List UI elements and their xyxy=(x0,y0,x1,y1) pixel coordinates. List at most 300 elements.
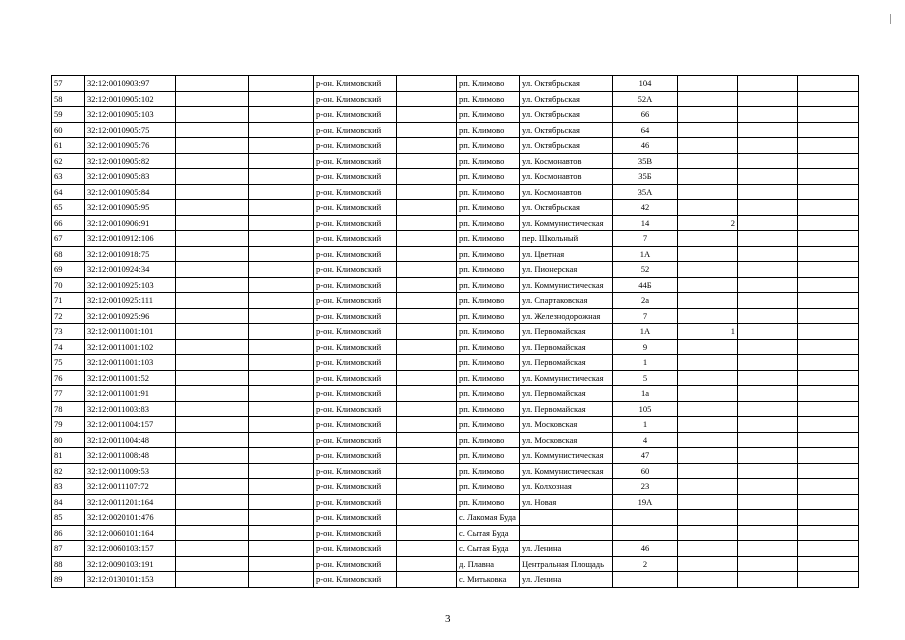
settlement-cell: рп. Климово xyxy=(457,138,520,154)
empty-cell xyxy=(397,525,457,541)
row-number: 81 xyxy=(52,448,85,464)
empty-cell xyxy=(798,541,859,557)
street-cell: ул. Октябрьская xyxy=(520,91,613,107)
district-cell: р-он. Климовский xyxy=(314,153,397,169)
house-cell: 1 xyxy=(613,417,678,433)
extra-cell xyxy=(678,184,738,200)
empty-cell xyxy=(397,417,457,433)
house-cell: 2а xyxy=(613,293,678,309)
empty-cell xyxy=(397,370,457,386)
table-row xyxy=(52,355,859,371)
district-cell: р-он. Климовский xyxy=(314,386,397,402)
empty-cell xyxy=(397,200,457,216)
row-number: 88 xyxy=(52,556,85,572)
table-row xyxy=(52,246,859,262)
settlement-cell: рп. Климово xyxy=(457,169,520,185)
empty-cell xyxy=(249,355,314,371)
cadastral-number: 32:12:0060101:164 xyxy=(85,525,176,541)
cadastral-number: 32:12:0010905:83 xyxy=(85,169,176,185)
table-row xyxy=(52,339,859,355)
street-cell: ул. Коммунистическая xyxy=(520,370,613,386)
cadastral-number: 32:12:0011201:164 xyxy=(85,494,176,510)
settlement-cell: рп. Климово xyxy=(457,215,520,231)
empty-cell xyxy=(798,494,859,510)
cadastral-number: 32:12:0060103:157 xyxy=(85,541,176,557)
district-cell: р-он. Климовский xyxy=(314,401,397,417)
empty-cell xyxy=(798,169,859,185)
extra-cell xyxy=(678,572,738,588)
house-cell: 60 xyxy=(613,463,678,479)
empty-cell xyxy=(249,448,314,464)
district-cell: р-он. Климовский xyxy=(314,91,397,107)
row-number: 63 xyxy=(52,169,85,185)
street-cell: ул. Новая xyxy=(520,494,613,510)
cadastral-number: 32:12:0011001:52 xyxy=(85,370,176,386)
table-row xyxy=(52,494,859,510)
street-cell: пер. Школьный xyxy=(520,231,613,247)
street-cell: ул. Коммунистическая xyxy=(520,463,613,479)
empty-cell xyxy=(249,138,314,154)
house-cell: 2 xyxy=(613,556,678,572)
empty-cell xyxy=(176,153,249,169)
empty-cell xyxy=(249,479,314,495)
empty-cell xyxy=(176,556,249,572)
table-row xyxy=(52,169,859,185)
cadastral-number: 32:12:0130101:153 xyxy=(85,572,176,588)
empty-cell xyxy=(249,107,314,123)
street-cell: ул. Октябрьская xyxy=(520,107,613,123)
row-number: 83 xyxy=(52,479,85,495)
street-cell: ул. Первомайская xyxy=(520,339,613,355)
empty-cell xyxy=(176,494,249,510)
empty-cell xyxy=(798,386,859,402)
street-cell: ул. Октябрьская xyxy=(520,76,613,92)
district-cell: р-он. Климовский xyxy=(314,355,397,371)
empty-cell xyxy=(176,401,249,417)
empty-cell xyxy=(249,494,314,510)
cadastral-number: 32:12:0090103:191 xyxy=(85,556,176,572)
district-cell: р-он. Климовский xyxy=(314,572,397,588)
empty-cell xyxy=(249,339,314,355)
street-cell: ул. Коммунистическая xyxy=(520,277,613,293)
empty-cell xyxy=(397,107,457,123)
row-number: 75 xyxy=(52,355,85,371)
table-row xyxy=(52,138,859,154)
cadastral-number: 32:12:0011004:157 xyxy=(85,417,176,433)
empty-cell xyxy=(176,184,249,200)
cadastral-number: 32:12:0010903:97 xyxy=(85,76,176,92)
table-row xyxy=(52,277,859,293)
empty-cell xyxy=(397,76,457,92)
table-row xyxy=(52,448,859,464)
empty-cell xyxy=(176,355,249,371)
row-number: 65 xyxy=(52,200,85,216)
district-cell: р-он. Климовский xyxy=(314,107,397,123)
cadastral-number: 32:12:0011001:101 xyxy=(85,324,176,340)
empty-cell xyxy=(738,138,798,154)
empty-cell xyxy=(738,153,798,169)
house-cell xyxy=(613,525,678,541)
empty-cell xyxy=(249,417,314,433)
empty-cell xyxy=(738,370,798,386)
street-cell: ул. Колхозная xyxy=(520,479,613,495)
empty-cell xyxy=(397,324,457,340)
extra-cell xyxy=(678,339,738,355)
table-row xyxy=(52,463,859,479)
street-cell: ул. Коммунистическая xyxy=(520,215,613,231)
row-number: 80 xyxy=(52,432,85,448)
empty-cell xyxy=(798,556,859,572)
row-number: 77 xyxy=(52,386,85,402)
settlement-cell: рп. Климово xyxy=(457,324,520,340)
row-number: 69 xyxy=(52,262,85,278)
extra-cell xyxy=(678,200,738,216)
empty-cell xyxy=(249,324,314,340)
empty-cell xyxy=(397,169,457,185)
district-cell: р-он. Климовский xyxy=(314,76,397,92)
empty-cell xyxy=(397,293,457,309)
empty-cell xyxy=(798,231,859,247)
empty-cell xyxy=(798,510,859,526)
register-table-body xyxy=(52,76,859,588)
empty-cell xyxy=(738,556,798,572)
settlement-cell: рп. Климово xyxy=(457,308,520,324)
street-cell: Центральная Площадь xyxy=(520,556,613,572)
empty-cell xyxy=(798,184,859,200)
empty-cell xyxy=(798,246,859,262)
empty-cell xyxy=(798,293,859,309)
house-cell: 105 xyxy=(613,401,678,417)
district-cell: р-он. Климовский xyxy=(314,324,397,340)
house-cell: 4 xyxy=(613,432,678,448)
empty-cell xyxy=(176,215,249,231)
street-cell: ул. Московская xyxy=(520,417,613,433)
house-cell: 46 xyxy=(613,541,678,557)
cadastral-number: 32:12:0020101:476 xyxy=(85,510,176,526)
table-row xyxy=(52,293,859,309)
empty-cell xyxy=(397,184,457,200)
street-cell: ул. Первомайская xyxy=(520,386,613,402)
table-row xyxy=(52,231,859,247)
empty-cell xyxy=(249,91,314,107)
empty-cell xyxy=(397,448,457,464)
street-cell: ул. Московская xyxy=(520,432,613,448)
district-cell: р-он. Климовский xyxy=(314,138,397,154)
empty-cell xyxy=(397,556,457,572)
table-row xyxy=(52,76,859,92)
house-cell: 46 xyxy=(613,138,678,154)
street-cell: ул. Космонавтов xyxy=(520,169,613,185)
empty-cell xyxy=(249,153,314,169)
house-cell: 14 xyxy=(613,215,678,231)
empty-cell xyxy=(176,169,249,185)
table-row xyxy=(52,479,859,495)
house-cell: 52А xyxy=(613,91,678,107)
empty-cell xyxy=(176,200,249,216)
house-cell: 19А xyxy=(613,494,678,510)
cadastral-number: 32:12:0010925:111 xyxy=(85,293,176,309)
row-number: 57 xyxy=(52,76,85,92)
empty-cell xyxy=(738,324,798,340)
table-row xyxy=(52,91,859,107)
table-row xyxy=(52,122,859,138)
row-number: 76 xyxy=(52,370,85,386)
cadastral-number: 32:12:0011009:53 xyxy=(85,463,176,479)
empty-cell xyxy=(397,246,457,262)
empty-cell xyxy=(397,541,457,557)
extra-cell xyxy=(678,169,738,185)
empty-cell xyxy=(249,401,314,417)
empty-cell xyxy=(738,215,798,231)
extra-cell xyxy=(678,153,738,169)
empty-cell xyxy=(249,231,314,247)
empty-cell xyxy=(738,417,798,433)
table-row xyxy=(52,370,859,386)
settlement-cell: рп. Климово xyxy=(457,386,520,402)
empty-cell xyxy=(738,231,798,247)
empty-cell xyxy=(397,277,457,293)
empty-cell xyxy=(176,386,249,402)
empty-cell xyxy=(397,138,457,154)
empty-cell xyxy=(798,200,859,216)
table-row xyxy=(52,262,859,278)
extra-cell xyxy=(678,308,738,324)
empty-cell xyxy=(738,308,798,324)
settlement-cell: рп. Климово xyxy=(457,417,520,433)
house-cell: 1 xyxy=(613,355,678,371)
table-row xyxy=(52,215,859,231)
empty-cell xyxy=(397,386,457,402)
empty-cell xyxy=(249,184,314,200)
empty-cell xyxy=(798,417,859,433)
empty-cell xyxy=(798,76,859,92)
empty-cell xyxy=(397,308,457,324)
district-cell: р-он. Климовский xyxy=(314,479,397,495)
house-cell: 104 xyxy=(613,76,678,92)
cadastral-number: 32:12:0011001:103 xyxy=(85,355,176,371)
cadastral-number: 32:12:0010924:34 xyxy=(85,262,176,278)
empty-cell xyxy=(176,262,249,278)
empty-cell xyxy=(249,370,314,386)
empty-cell xyxy=(397,91,457,107)
empty-cell xyxy=(249,525,314,541)
empty-cell xyxy=(397,153,457,169)
empty-cell xyxy=(738,169,798,185)
empty-cell xyxy=(176,246,249,262)
empty-cell xyxy=(176,370,249,386)
house-cell xyxy=(613,572,678,588)
table-row xyxy=(52,556,859,572)
empty-cell xyxy=(249,122,314,138)
district-cell: р-он. Климовский xyxy=(314,432,397,448)
street-cell: ул. Первомайская xyxy=(520,324,613,340)
extra-cell xyxy=(678,246,738,262)
cadastral-number: 32:12:0010905:102 xyxy=(85,91,176,107)
table-row xyxy=(52,432,859,448)
empty-cell xyxy=(738,293,798,309)
empty-cell xyxy=(397,572,457,588)
house-cell: 66 xyxy=(613,107,678,123)
extra-cell: 1 xyxy=(678,324,738,340)
cadastral-number: 32:12:0010905:95 xyxy=(85,200,176,216)
street-cell: ул. Спартаковская xyxy=(520,293,613,309)
district-cell: р-он. Климовский xyxy=(314,541,397,557)
street-cell: ул. Первомайская xyxy=(520,355,613,371)
empty-cell xyxy=(397,215,457,231)
empty-cell xyxy=(397,432,457,448)
empty-cell xyxy=(738,355,798,371)
empty-cell xyxy=(249,541,314,557)
table-row xyxy=(52,153,859,169)
settlement-cell: с. Сытая Буда xyxy=(457,525,520,541)
district-cell: р-он. Климовский xyxy=(314,525,397,541)
house-cell: 1А xyxy=(613,324,678,340)
street-cell xyxy=(520,510,613,526)
empty-cell xyxy=(738,122,798,138)
extra-cell xyxy=(678,138,738,154)
empty-cell xyxy=(738,432,798,448)
cadastral-number: 32:12:0010918:75 xyxy=(85,246,176,262)
cadastral-number: 32:12:0010905:75 xyxy=(85,122,176,138)
empty-cell xyxy=(738,76,798,92)
table-row xyxy=(52,525,859,541)
house-cell: 1А xyxy=(613,246,678,262)
empty-cell xyxy=(176,107,249,123)
empty-cell xyxy=(738,386,798,402)
row-number: 73 xyxy=(52,324,85,340)
empty-cell xyxy=(738,107,798,123)
house-cell: 35А xyxy=(613,184,678,200)
scan-mark xyxy=(890,14,891,24)
table-row xyxy=(52,200,859,216)
house-cell: 64 xyxy=(613,122,678,138)
street-cell: ул. Космонавтов xyxy=(520,184,613,200)
extra-cell xyxy=(678,556,738,572)
row-number: 66 xyxy=(52,215,85,231)
cadastral-number: 32:12:0010925:96 xyxy=(85,308,176,324)
street-cell: ул. Октябрьская xyxy=(520,122,613,138)
empty-cell xyxy=(738,262,798,278)
house-cell: 7 xyxy=(613,308,678,324)
empty-cell xyxy=(738,479,798,495)
extra-cell xyxy=(678,76,738,92)
extra-cell xyxy=(678,494,738,510)
empty-cell xyxy=(249,293,314,309)
house-cell: 5 xyxy=(613,370,678,386)
empty-cell xyxy=(798,122,859,138)
settlement-cell: рп. Климово xyxy=(457,370,520,386)
row-number: 74 xyxy=(52,339,85,355)
settlement-cell: с. Митьковка xyxy=(457,572,520,588)
settlement-cell: рп. Климово xyxy=(457,262,520,278)
cadastral-number: 32:12:0011001:91 xyxy=(85,386,176,402)
row-number: 85 xyxy=(52,510,85,526)
settlement-cell: рп. Климово xyxy=(457,107,520,123)
district-cell: р-он. Климовский xyxy=(314,246,397,262)
cadastral-number: 32:12:0011008:48 xyxy=(85,448,176,464)
empty-cell xyxy=(176,479,249,495)
district-cell: р-он. Климовский xyxy=(314,417,397,433)
empty-cell xyxy=(176,308,249,324)
settlement-cell: с. Сытая Буда xyxy=(457,541,520,557)
empty-cell xyxy=(397,122,457,138)
district-cell: р-он. Климовский xyxy=(314,293,397,309)
settlement-cell: рп. Климово xyxy=(457,479,520,495)
row-number: 71 xyxy=(52,293,85,309)
empty-cell xyxy=(249,432,314,448)
empty-cell xyxy=(397,339,457,355)
extra-cell xyxy=(678,231,738,247)
register-table xyxy=(51,75,859,588)
empty-cell xyxy=(738,277,798,293)
empty-cell xyxy=(738,541,798,557)
empty-cell xyxy=(738,525,798,541)
empty-cell xyxy=(738,448,798,464)
district-cell: р-он. Климовский xyxy=(314,122,397,138)
empty-cell xyxy=(738,463,798,479)
empty-cell xyxy=(798,432,859,448)
empty-cell xyxy=(738,401,798,417)
empty-cell xyxy=(249,215,314,231)
house-cell: 23 xyxy=(613,479,678,495)
cadastral-number: 32:12:0010905:76 xyxy=(85,138,176,154)
empty-cell xyxy=(176,231,249,247)
house-cell: 35Б xyxy=(613,169,678,185)
cadastral-number: 32:12:0011107:72 xyxy=(85,479,176,495)
row-number: 58 xyxy=(52,91,85,107)
settlement-cell: рп. Климово xyxy=(457,76,520,92)
page-number: 3 xyxy=(445,613,451,625)
cadastral-number: 32:12:0010906:91 xyxy=(85,215,176,231)
row-number: 89 xyxy=(52,572,85,588)
table-row xyxy=(52,417,859,433)
empty-cell xyxy=(176,91,249,107)
settlement-cell: рп. Климово xyxy=(457,184,520,200)
street-cell: ул. Ленина xyxy=(520,541,613,557)
settlement-cell: рп. Климово xyxy=(457,463,520,479)
row-number: 87 xyxy=(52,541,85,557)
row-number: 79 xyxy=(52,417,85,433)
empty-cell xyxy=(249,246,314,262)
extra-cell xyxy=(678,541,738,557)
extra-cell xyxy=(678,525,738,541)
settlement-cell: рп. Климово xyxy=(457,355,520,371)
street-cell: ул. Железнодорожная xyxy=(520,308,613,324)
empty-cell xyxy=(249,169,314,185)
empty-cell xyxy=(397,463,457,479)
district-cell: р-он. Климовский xyxy=(314,556,397,572)
house-cell: 35В xyxy=(613,153,678,169)
extra-cell xyxy=(678,91,738,107)
empty-cell xyxy=(176,277,249,293)
table-row xyxy=(52,386,859,402)
street-cell xyxy=(520,525,613,541)
table-row xyxy=(52,324,859,340)
empty-cell xyxy=(738,246,798,262)
cadastral-number: 32:12:0010925:103 xyxy=(85,277,176,293)
empty-cell xyxy=(798,370,859,386)
row-number: 64 xyxy=(52,184,85,200)
extra-cell xyxy=(678,401,738,417)
extra-cell xyxy=(678,262,738,278)
street-cell: ул. Цветная xyxy=(520,246,613,262)
cadastral-number: 32:12:0010905:82 xyxy=(85,153,176,169)
empty-cell xyxy=(397,510,457,526)
district-cell: р-он. Климовский xyxy=(314,510,397,526)
empty-cell xyxy=(249,386,314,402)
extra-cell: 2 xyxy=(678,215,738,231)
empty-cell xyxy=(397,479,457,495)
